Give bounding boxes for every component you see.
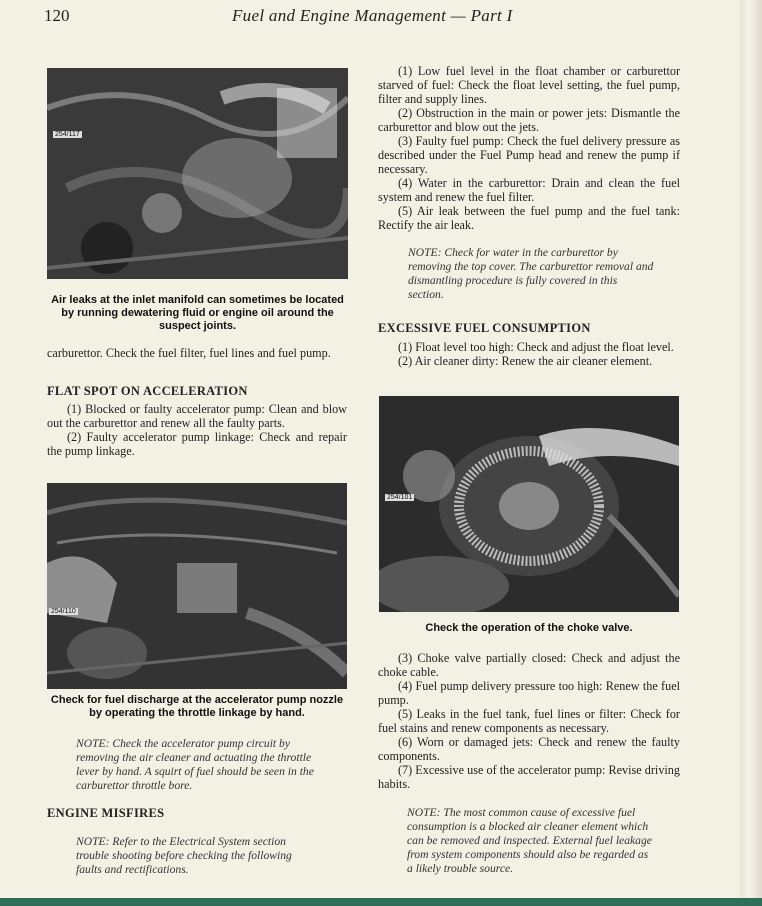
list-item: (6) Worn or damaged jets: Check and renew the faulty components. — [378, 735, 680, 763]
body-text: carburettor. Check the fuel filter, fuel lines and fuel pump. — [47, 346, 331, 360]
photo-inlet-manifold — [47, 68, 348, 279]
binding-band — [0, 898, 762, 906]
page-header — [44, 6, 684, 28]
list-item: (1) Blocked or faulty accelerator pump: Clean and blow out the carburettor and renew all the faulty parts. — [47, 402, 347, 430]
consumption-list-b — [378, 651, 680, 791]
list-item: (7) Excessive use of the accelerator pump: Revise driving habits. — [378, 763, 680, 791]
list-item: (2) Obstruction in the main or power jets: Dismantle the carburettor and blow out the jets. — [378, 106, 680, 134]
list-item: (3) Faulty fuel pump: Check the fuel delivery pressure as described under the Fuel Pump head and renew the pump if necessary. — [378, 134, 680, 176]
note-consumption: NOTE: The most common cause of excessive fuel consumption is a blocked air cleaner element which can be removed and inspected. External fuel leakage from system components should also be regarded as a likely trouble source. — [407, 806, 652, 875]
note-misfires: NOTE: Refer to the Electrical System section trouble shooting before checking the following faults and rectifications. — [76, 835, 292, 876]
list-item: (4) Fuel pump delivery pressure too high: Renew the fuel pump. — [378, 679, 680, 707]
list-item: (5) Air leak between the fuel pump and the fuel tank: Rectify the air leak. — [378, 204, 680, 232]
engine-photo-image — [379, 396, 679, 612]
list-item: (4) Water in the carburettor: Drain and clean the fuel system and renew the fuel filter. — [378, 176, 680, 204]
section-heading: FLAT SPOT ON ACCELERATION — [47, 384, 248, 398]
list-item: (2) Faulty accelerator pump linkage: Check and repair the pump linkage. — [47, 430, 347, 458]
figure-tag: 254/101 — [387, 494, 413, 501]
photo-choke-valve — [379, 396, 679, 612]
running-title: Fuel and Engine Management — Part I — [232, 6, 513, 25]
list-item: (1) Low fuel level in the float chamber or carburettor starved of fuel: Check the float level setting, the fuel pump, filter and supply lines. — [378, 64, 680, 106]
list-item: (1) Float level too high: Check and adjust the float level. — [398, 340, 674, 354]
engine-photo-image — [47, 483, 347, 689]
note-accelerator-pump: NOTE: Check the accelerator pump circuit by removing the air cleaner and actuating the throttle lever by hand. A squirt of fuel should be seen in the carburettor throttle bore. — [76, 737, 314, 792]
photo-accelerator-pump — [47, 483, 347, 689]
list-item: (3) Choke valve partially closed: Check and adjust the choke cable. — [378, 651, 680, 679]
figure-tag: 254/117 — [55, 131, 80, 138]
page-number: 120 — [44, 6, 70, 25]
flat-spot-causes-list — [378, 64, 680, 232]
section-heading: ENGINE MISFIRES — [47, 806, 165, 820]
section-heading: EXCESSIVE FUEL CONSUMPTION — [378, 321, 591, 335]
figure-caption: Check the operation of the choke valve. — [425, 622, 633, 634]
figure-caption: Check for fuel discharge at the accelerator pump nozzle by operating the throttle linkage by hand. — [50, 694, 344, 719]
continuation-paragraph — [47, 346, 347, 360]
list-item: (5) Leaks in the fuel tank, fuel lines or filter: Check for fuel stains and renew components as necessary. — [378, 707, 680, 735]
flat-spot-list — [47, 402, 347, 458]
figure-caption: Air leaks at the inlet manifold can sometimes be located by running dewatering fluid or engine oil around the suspect joints. — [51, 294, 344, 332]
note-water: NOTE: Check for water in the carburettor by removing the top cover. The carburettor removal and dismantling procedure is fully covered in this section. — [408, 246, 654, 301]
consumption-list-a — [378, 340, 680, 368]
figure-tag: 254/110 — [51, 608, 76, 615]
engine-photo-image — [47, 68, 348, 279]
page-edge — [740, 0, 762, 906]
list-item: (2) Air cleaner dirty: Renew the air cleaner element. — [398, 354, 653, 368]
